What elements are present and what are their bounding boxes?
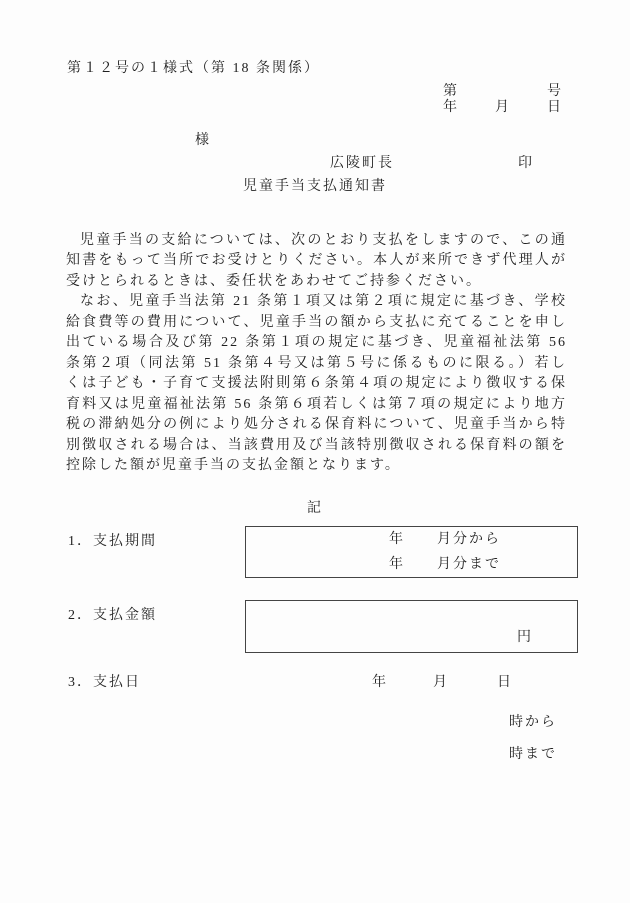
payment-date-year-label: 年 — [372, 675, 388, 690]
payment-amount-unit-yen: 円 — [517, 630, 533, 645]
body-paragraph-2: なお、児童手当法第 21 条第１項又は第２項に規定に基づき、学校給食費等の費用について、児童手当の額から支払に充てることを申し出ている場合及び第 22 条第１項の規定に基づき、児童福祉法第 56 条第２項（同法第 51 条第４号又は第５号に係るものに限る。）若しくは子ども・子育て支援法附則第６条第４項の規定により徴収する保育料又は児童福祉法第 56 条第６項若しくは第７項の規定により地方税の滞納処分の例により処分される保育料について、児童手当から特別徴収される場合は、当該費用及び当該特別徴収される保育料の額を控除した額が児童手当の支払金額となります。 — [66, 294, 567, 473]
period-to-month-label: 月分まで — [437, 556, 501, 572]
payment-amount-box — [245, 600, 578, 653]
list-marker-ki: 記 — [307, 501, 323, 516]
payment-time-to-label: 時まで — [509, 747, 557, 762]
payment-period-box — [245, 526, 578, 578]
payment-date-month-label: 月 — [433, 675, 449, 690]
period-from-month-label: 月分から — [437, 531, 501, 547]
payment-amount-label: 2．支払金額 — [68, 608, 157, 623]
doc-number-prefix: 第 — [443, 84, 459, 99]
payment-period-label: 1．支払期間 — [68, 534, 157, 549]
payment-period-to-row — [246, 555, 577, 575]
issue-date-day-label: 日 — [547, 100, 563, 115]
payment-time-from-label: 時から — [509, 715, 557, 730]
issue-date-month-label: 月 — [495, 100, 511, 115]
body-paragraph-1: 児童手当の支給については、次のとおり支払をしますので、この通知書をもって当所でお受けとりください。本人が来所できず代理人が受けとられるときは、委任状をあわせてご持参ください。 — [66, 233, 567, 289]
body-text — [66, 231, 567, 476]
issue-date-line — [443, 96, 563, 116]
issuer-seal-mark: 印 — [518, 156, 534, 171]
payment-date-label: 3．支払日 — [68, 675, 141, 690]
issuer-title: 広陵町長 — [330, 156, 394, 171]
period-to-year-label: 年 — [389, 556, 405, 572]
issue-date-year-label: 年 — [443, 100, 459, 115]
form-number: 第１２号の１様式（第 18 条関係） — [67, 61, 320, 76]
payment-date-day-label: 日 — [497, 675, 513, 690]
payment-period-from-row — [246, 530, 577, 550]
addressee-honorific: 様 — [195, 133, 211, 148]
doc-number-suffix: 号 — [547, 84, 563, 99]
period-from-year-label: 年 — [389, 531, 405, 547]
document-title: 児童手当支払通知書 — [243, 179, 387, 194]
